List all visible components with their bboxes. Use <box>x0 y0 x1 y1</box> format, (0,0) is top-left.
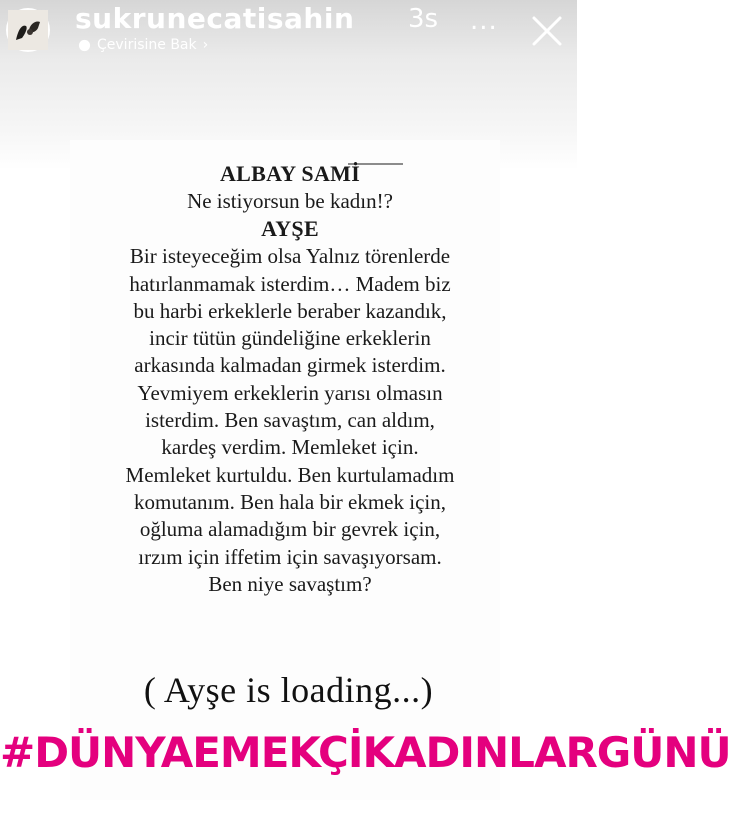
translate-label: Çevirisine Bak <box>97 37 197 53</box>
dialogue-line: komutanım. Ben hala bir ekmek için, <box>133 489 446 514</box>
dialogue-line: Yevmiyem erkeklerin yarısı olmasın <box>137 380 443 405</box>
loading-caption: ( Ayşe is loading...) <box>143 670 434 710</box>
translate-link[interactable] <box>78 37 208 53</box>
more-icon[interactable]: ... <box>470 6 498 36</box>
dialogue-line: arkasında kalmadan girmek isterdim. <box>134 353 446 378</box>
dialogue-line: kardeş verdim. Memleket için. <box>161 435 419 460</box>
close-icon[interactable] <box>530 14 564 48</box>
post-time: 3s <box>408 4 439 34</box>
dialogue-line: Bir isteyeceğim olsa Yalnız törenlerde <box>129 244 451 269</box>
username[interactable]: sukrunecatisahin <box>75 2 355 35</box>
speaker-name-ayse: AYŞE <box>261 216 319 242</box>
speaker-name-albay: ALBAY SAMİ <box>219 161 361 186</box>
chevron-right-icon: › <box>202 37 209 53</box>
globe-icon <box>78 39 91 52</box>
dialogue-line: hatırlanmamak isterdim… Madem biz <box>129 271 451 296</box>
avatar[interactable] <box>6 8 50 52</box>
dialogue-line: Memleket kurtuldu. Ben kurtulamadım <box>125 462 455 487</box>
speaker-line-albay: Ne istiyorsun be kadın!? <box>187 189 393 213</box>
dialogue-line: incir tütün gündeliğine erkeklerin <box>149 326 431 351</box>
avatar-image <box>8 10 48 50</box>
dialogue-line: oğluma alamadığım bir gevrek için, <box>139 517 441 542</box>
dialogue-line: ırzım için iffetim için savaşıyorsam. <box>138 544 442 569</box>
dialogue-line: bu harbi erkeklerle beraber kazandık, <box>133 298 447 323</box>
story-text <box>60 160 520 598</box>
dialogue-line: Ben niye savaştım? <box>208 571 372 596</box>
dialogue-line: isterdim. Ben savaştım, can aldım, <box>145 408 435 433</box>
story-header <box>0 0 577 70</box>
hashtag[interactable]: #DÜNYAEMEKÇİKADINLARGÜNÜ <box>0 728 731 777</box>
